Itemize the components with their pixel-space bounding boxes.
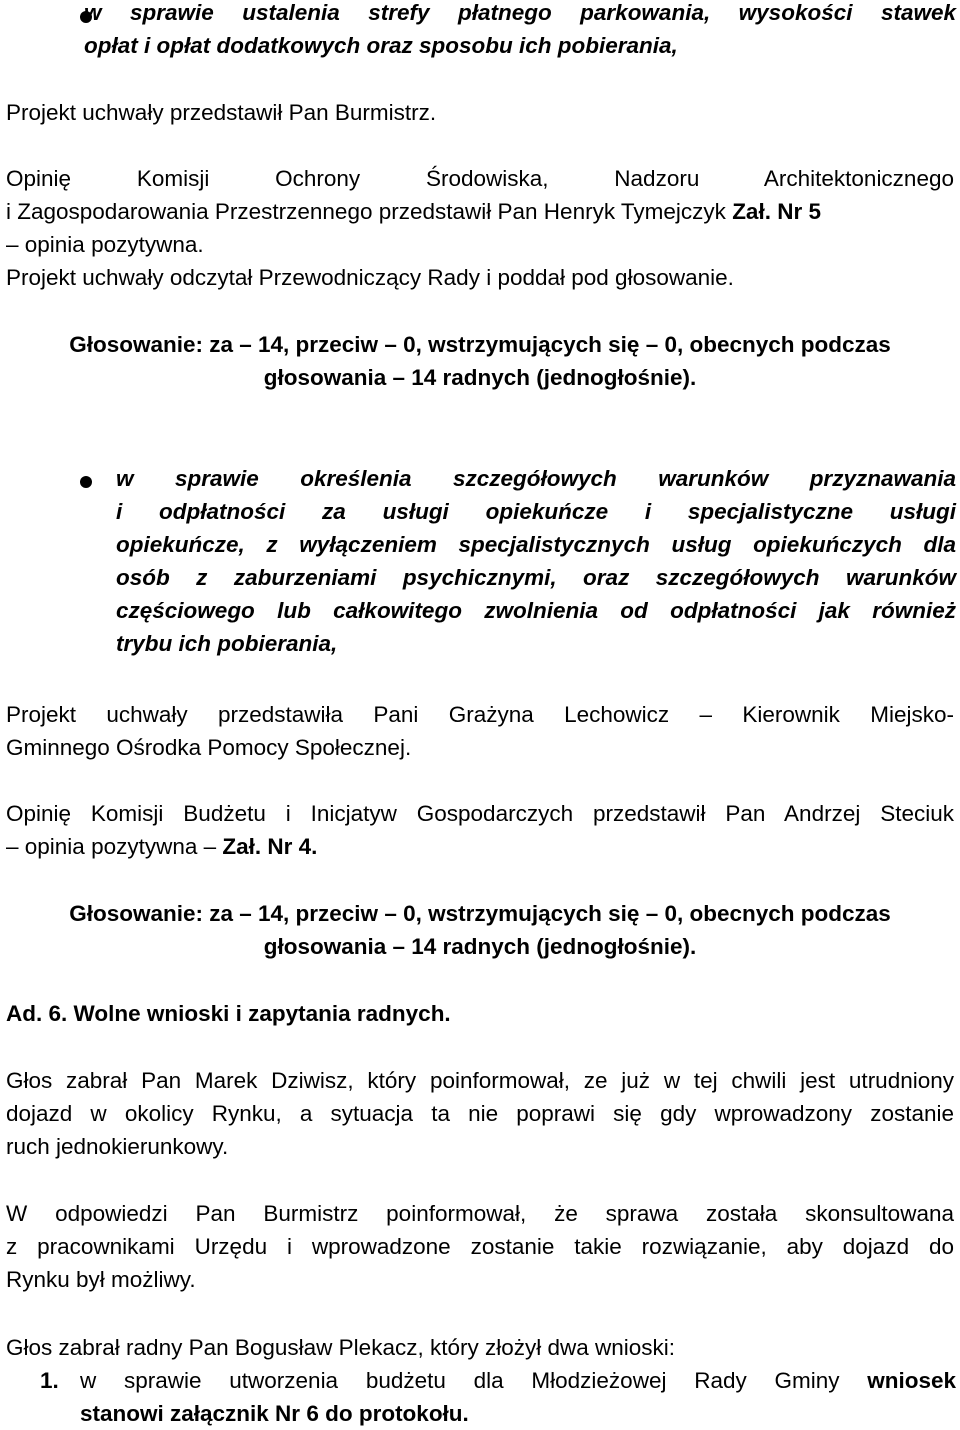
item2-line3: opiekuńcze, z wyłączeniem specjalistycznych usług opiekuńczych dla [116, 532, 956, 557]
p4-line2-text: – opinia pozytywna – [6, 834, 223, 859]
p4-line1: Opinię Komisji Budżetu i Inicjatyw Gospodarczych przedstawił Pan Andrzej Steciuk [6, 801, 954, 826]
p2-line4: Projekt uchwały odczytał Przewodniczący Rady i poddał pod głosowanie. [6, 265, 734, 290]
p2-line3: – opinia pozytywna. [6, 232, 204, 257]
agenda-item-care-services-cont [116, 495, 956, 660]
p7-text: Głos zabrał radny Pan Bogusław Plekacz, który złożył dwa wnioski: [6, 1335, 676, 1360]
p5-line1: Głos zabrał Pan Marek Dziwisz, który poinformował, ze już w tej chwili jest utrudniony [6, 1068, 954, 1093]
paragraph-dziwisz [6, 1064, 954, 1163]
list1-line1-bold: wniosek [867, 1368, 956, 1393]
item2-line6: trybu ich pobierania, [116, 631, 338, 656]
paragraph-opinion-environment [6, 162, 954, 294]
item2-line1: w sprawie określenia szczegółowych warunków przyznawania [116, 466, 956, 491]
vote2-line2: głosowania – 14 radnych (jednogłośnie). [263, 934, 697, 959]
bullet-icon [80, 476, 92, 488]
list-number: 1. [40, 1368, 59, 1393]
p5-line3: ruch jednokierunkowy. [6, 1134, 229, 1159]
vote-result-2 [6, 897, 954, 963]
paragraph-presented-lechowicz [6, 698, 954, 764]
vote2-line1: Głosowanie: za – 14, przeciw – 0, wstrzymujących się – 0, obecnych podczas [69, 901, 891, 926]
p6-line1: W odpowiedzi Pan Burmistrz poinformował, że sprawa została skonsultowana [6, 1201, 954, 1226]
vote1-line1: Głosowanie: za – 14, przeciw – 0, wstrzymujących się – 0, obecnych podczas [69, 332, 891, 357]
p6-line2: z pracownikami Urzędu i wprowadzone zostanie takie rozwiązanie, aby dojazd do [6, 1234, 954, 1259]
p5-line2: dojazd w okolicy Rynku, a sytuacja ta nie poprawi się gdy wprowadzony zostanie [6, 1101, 954, 1126]
item2-line5: częściowego lub całkowitego zwolnienia od odpłatności jak również [116, 598, 956, 623]
paragraph-presented [6, 96, 954, 129]
p6-line3: Rynku był możliwy. [6, 1267, 196, 1292]
list-item-1 [80, 1364, 956, 1430]
item1-line1: w sprawie ustalenia strefy płatnego parkowania, wysokości stawek [84, 0, 956, 25]
paragraph-plekacz [6, 1331, 954, 1364]
p2-line2-text: i Zagospodarowania Przestrzennego przedstawił Pan Henryk Tymejczyk [6, 199, 733, 224]
paragraph-opinion-budget [6, 797, 954, 863]
item2-line4: osób z zaburzeniami psychicznymi, oraz szczegółowych warunków [116, 565, 956, 590]
p3-line1: Projekt uchwały przedstawiła Pani Grażyna Lechowicz – Kierownik Miejsko- [6, 702, 954, 727]
section-heading [6, 997, 954, 1030]
list1-line1-text: w sprawie utworzenia budżetu dla Młodzieżowej Rady Gminy [80, 1368, 868, 1393]
item2-line2: i odpłatności za usługi opiekuńcze i specjalistyczne usługi [116, 499, 956, 524]
p2-attachment-ref: Zał. Nr 5 [732, 199, 821, 224]
item1-line2: opłat i opłat dodatkowych oraz sposobu ich pobierania, [84, 33, 678, 58]
vote1-line2: głosowania – 14 radnych (jednogłośnie). [263, 365, 697, 390]
p1-text: Projekt uchwały przedstawił Pan Burmistrz. [6, 100, 437, 125]
paragraph-burmistrz-reply [6, 1197, 954, 1296]
heading-text: Ad. 6. Wolne wnioski i zapytania radnych. [6, 1001, 451, 1026]
p2-line1: Opinię Komisji Ochrony Środowiska, Nadzoru Architektonicznego [6, 166, 954, 191]
p3-line2: Gminnego Ośrodka Pomocy Społecznej. [6, 735, 412, 760]
agenda-item-parking [84, 0, 956, 62]
agenda-item-care-services [116, 462, 956, 495]
list1-line2: stanowi załącznik Nr 6 do protokołu. [80, 1401, 469, 1426]
p4-attachment-ref: Zał. Nr 4. [222, 834, 318, 859]
vote-result-1 [6, 328, 954, 394]
